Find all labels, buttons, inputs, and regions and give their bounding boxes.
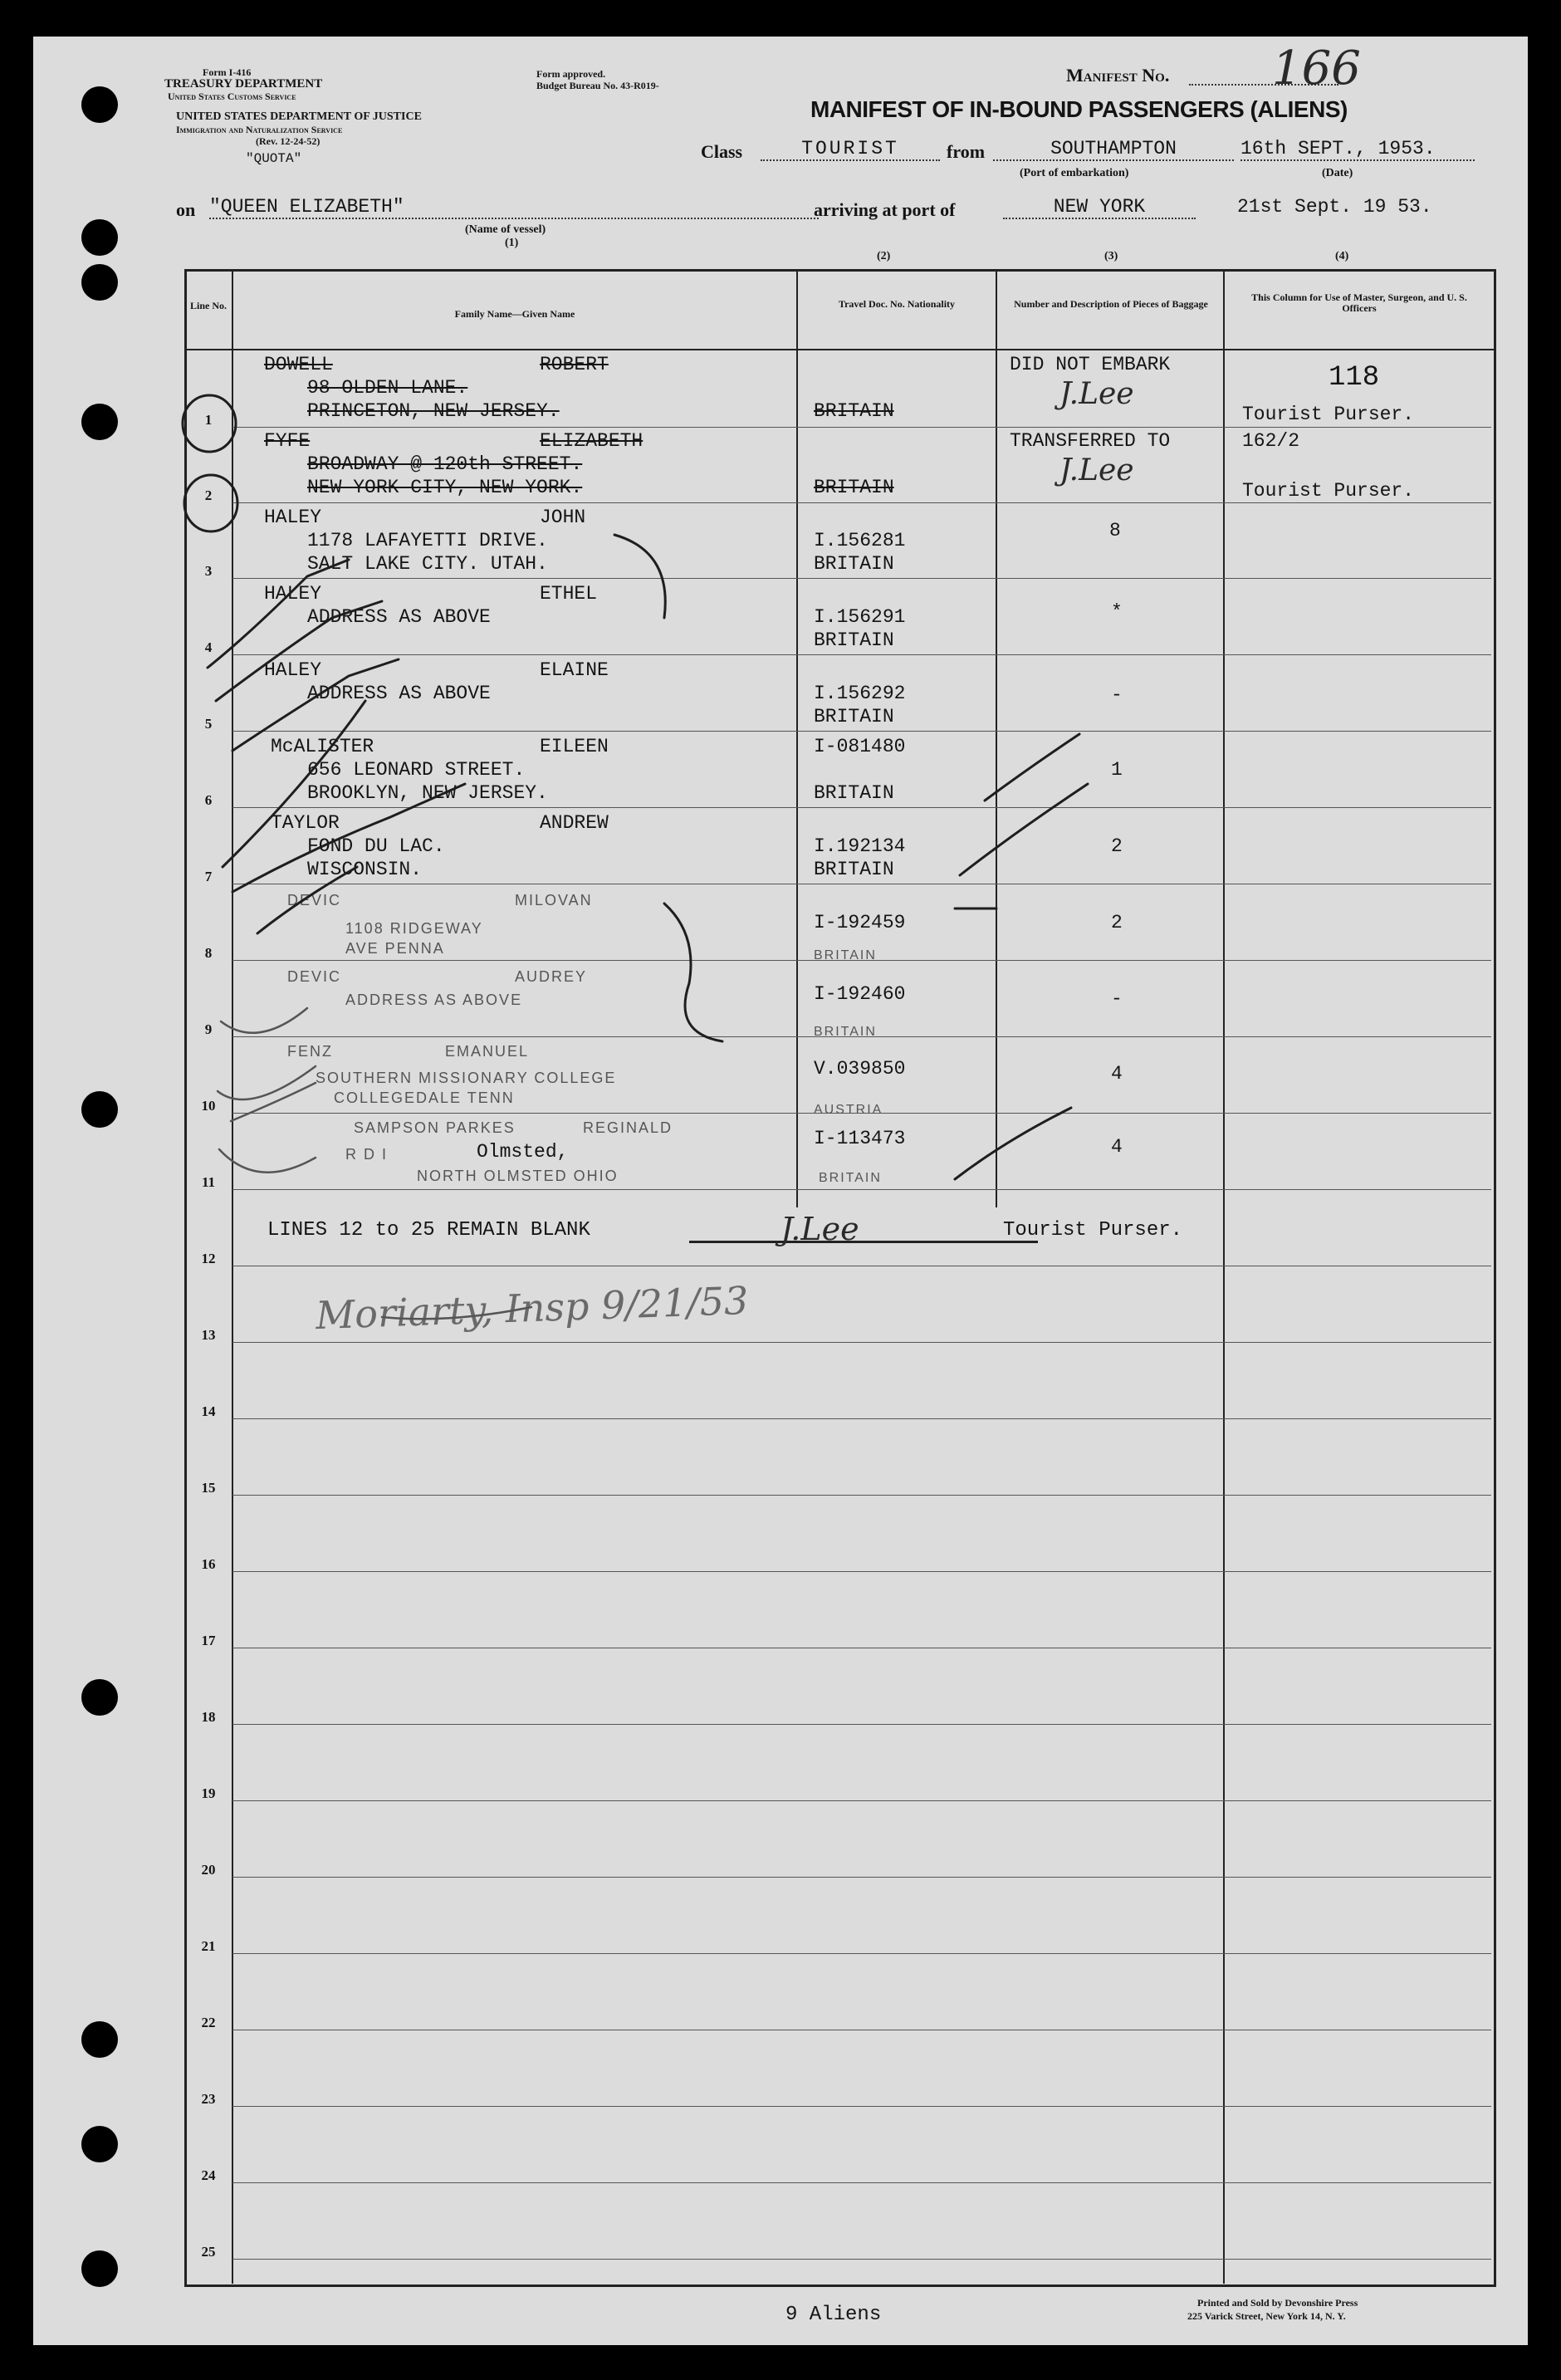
entry-4-address: ADDRESS AS ABOVE [307,606,491,628]
entry-7-doc: I.192134 [814,835,906,857]
line-number: 10 [201,1098,216,1114]
entry-11-baggage: 4 [1111,1136,1123,1158]
entry-8-baggage: 2 [1111,912,1123,933]
line-number: 4 [204,639,213,655]
check-mark [231,1083,316,1121]
col-1-label: (1) [505,237,519,249]
handwritten-marks [33,37,1528,2345]
entry-9-family: DEVIC [287,968,342,985]
entry-10-baggage: 4 [1111,1063,1123,1085]
line-number: 12 [201,1251,216,1266]
line-number: 2 [204,487,213,503]
entry-11-address: R D I [345,1146,389,1163]
entry-10-address: COLLEGEDALE TENN [334,1090,515,1106]
entry-3-baggage: 8 [1109,520,1121,541]
entry-5-address: ADDRESS AS ABOVE [307,683,491,704]
date-embarkation: 16th SEPT., 1953. [1240,138,1475,161]
entry-1-officer-note: Tourist Purser. [1242,404,1415,425]
from-label: from [947,141,986,162]
entry-6-nationality: BRITAIN [814,782,894,804]
entry-11-address: NORTH OLMSTED OHIO [417,1168,619,1184]
form-number: Form I-416 [203,66,252,78]
printer-line-2: 225 Varick Street, New York 14, N. Y. [1187,2310,1346,2322]
entry-11-family: SAMPSON PARKES [354,1119,516,1136]
line-number: 3 [204,563,213,579]
line-number: 7 [204,869,213,884]
check-mark [208,560,349,668]
entry-6-baggage: 1 [1111,759,1123,781]
check-mark [985,734,1079,801]
header-baggage: Number and Description of Pieces of Baggage [1014,298,1208,310]
entry-3-nationality: BRITAIN [814,553,894,575]
entry-11-nationality: BRITAIN [819,1171,882,1185]
entry-5-baggage: - [1111,684,1123,706]
header-line-no: Line No. [189,300,227,311]
vessel-name: "QUEEN ELIZABETH" [209,196,819,219]
port-embarkation: SOUTHAMPTON [993,138,1234,161]
entry-8-given: MILOVAN [515,892,593,908]
arrival-date: 21st Sept. 19 53. [1237,196,1432,218]
check-mark [232,784,465,892]
entry-8-doc: I-192459 [814,912,906,933]
punch-hole [81,264,118,301]
entry-2-nationality: BRITAIN [814,477,894,498]
entry-9-given: AUDREY [515,968,588,985]
check-mark [257,867,357,933]
check-mark [218,1066,316,1099]
entry-2-family: FYFE [264,430,311,452]
entry-1-officer-number: 118 [1329,362,1380,394]
col-3-label: (3) [1104,250,1118,262]
line-number: 11 [201,1174,216,1190]
entry-11-given: REGINALD [583,1119,673,1136]
entry-9-nationality: BRITAIN [814,1025,877,1039]
entry-10-doc: V.039850 [814,1058,906,1080]
header-name: Family Name—Given Name [454,308,575,320]
line-number: 18 [201,1709,216,1725]
col-2-label: (2) [877,250,891,262]
line-number: 21 [201,1938,216,1954]
entry-9-address: ADDRESS AS ABOVE [345,992,523,1008]
entry-4-family: HALEY [264,583,322,605]
circle-mark-line-1 [183,395,236,452]
punch-hole [81,1679,118,1716]
punch-hole [81,2250,118,2287]
entry-3-address: 1178 LAFAYETTI DRIVE. [307,530,548,551]
punch-hole [81,1091,118,1128]
printer-line-1: Printed and Sold by Devonshire Press [1197,2297,1358,2309]
entry-4-given: ETHEL [540,583,598,605]
entry-10-address: SOUTHERN MISSIONARY COLLEGE [316,1070,617,1086]
entry-3-address: SALT LAKE CITY. UTAH. [307,553,548,575]
form-approved: Form approved. [536,68,606,80]
entry-11-doc: I-113473 [814,1128,906,1149]
entry-1-baggage-note: DID NOT EMBARK [1010,354,1171,375]
entry-2-given: ELIZABETH [540,430,643,452]
entry-7-nationality: BRITAIN [814,859,894,880]
entry-10-family: FENZ [287,1043,333,1060]
entry-1-address: PRINCETON, NEW JERSEY. [307,400,560,422]
purser-title: Tourist Purser. [1003,1219,1183,1241]
entry-2-address: NEW YORK CITY, NEW YORK. [307,477,583,498]
line-number: 23 [201,2091,216,2107]
line-number: 5 [204,716,213,732]
entry-5-nationality: BRITAIN [814,706,894,727]
entry-5-given: ELAINE [540,659,609,681]
check-mark [216,601,382,701]
entry-3-doc: I.156281 [814,530,906,551]
line-number: 13 [201,1327,216,1343]
entry-10-given: EMANUEL [445,1043,530,1060]
inspector-signature: Moriarty, Insp 9/21/53 [315,1277,750,1339]
line-number: 20 [201,1862,216,1878]
entry-10-nationality: AUSTRIA [814,1103,883,1117]
bracket-mark [614,535,665,618]
vessel-caption: (Name of vessel) [465,223,546,236]
purser-signature: J.Lee [780,1211,859,1247]
date-caption: (Date) [1322,167,1353,179]
header-travel-doc: Travel Doc. No. Nationality [838,298,956,310]
entry-3-given: JOHN [540,507,586,528]
entry-2-address: BROADWAY @ 120th STREET. [307,453,583,475]
port-embark-caption: (Port of embarkation) [1020,167,1129,179]
col-4-label: (4) [1335,250,1349,262]
entry-9-baggage: - [1111,988,1123,1010]
line-number: 25 [201,2244,216,2260]
entry-2-officer-number: 162/2 [1242,430,1300,452]
check-mark [221,1008,307,1033]
entry-6-doc: I-081480 [814,736,906,757]
underline-mark [382,1307,531,1319]
circle-mark-line-2 [184,475,237,531]
line-number: 15 [201,1480,216,1496]
entry-4-baggage: * [1111,601,1123,623]
check-mark [960,784,1088,875]
line-number: 24 [201,2167,216,2183]
entry-6-address: 656 LEONARD STREET. [307,759,526,781]
entry-11-address-correction: Olmsted, [477,1141,569,1163]
entry-6-family: McALISTER [271,736,374,757]
entry-5-doc: I.156292 [814,683,906,704]
entry-7-family: TAYLOR [271,812,340,834]
entry-1-address: 98 OLDEN LANE. [307,377,468,399]
entry-2-officer-note: Tourist Purser. [1242,480,1415,502]
line-number: 22 [201,2015,216,2030]
class-value: TOURIST [761,138,940,161]
check-mark [223,701,365,867]
line-number: 1 [204,412,213,428]
entry-2-signature: J.Lee [1059,453,1134,487]
check-mark [955,1108,1071,1179]
customs-service: United States Customs Service [168,91,296,102]
punch-hole [81,86,118,123]
entry-7-baggage: 2 [1111,835,1123,857]
lines-blank-note: LINES 12 to 25 REMAIN BLANK [267,1219,590,1241]
line-number: 9 [204,1021,213,1037]
punch-hole [81,2021,118,2058]
manifest-title: MANIFEST OF IN-BOUND PASSENGERS (ALIENS) [810,96,1348,122]
line-number: 17 [201,1633,216,1648]
entry-6-given: EILEEN [540,736,609,757]
rev-date: (Rev. 12-24-52) [256,135,321,147]
entry-8-nationality: BRITAIN [814,948,877,962]
line-number: 19 [201,1785,216,1801]
entry-8-family: DEVIC [287,892,342,908]
budget-bureau: Budget Bureau No. 43-R019- [536,80,659,91]
ins-service: Immigration and Naturalization Service [176,124,343,135]
manifest-no-label: Manifest No. [1066,65,1170,86]
check-mark [232,659,399,751]
treasury-dept: TREASURY DEPARTMENT [164,77,323,91]
line-number: 8 [204,945,213,961]
entry-4-doc: I.156291 [814,606,906,628]
entry-7-address: WISCONSIN. [307,859,423,880]
entry-3-family: HALEY [264,507,322,528]
entry-7-address: FOND DU LAC. [307,835,445,857]
entry-8-address: AVE PENNA [345,940,445,957]
entry-1-family: DOWELL [264,354,333,375]
check-mark [219,1149,316,1173]
aliens-count: 9 Aliens [785,2304,882,2326]
header-officers: This Column for Use of Master, Surgeon, and U. S. Officers [1251,291,1467,314]
dept-justice: UNITED STATES DEPARTMENT OF JUSTICE [176,110,422,123]
punch-hole [81,2126,118,2162]
entry-1-given: ROBERT [540,354,609,375]
on-label: on [176,199,196,220]
line-number: 16 [201,1556,216,1572]
class-label: Class [701,141,743,162]
entry-2-baggage-note: TRANSFERRED TO [1010,430,1171,452]
punch-hole [81,404,118,440]
entry-7-given: ANDREW [540,812,609,834]
entry-5-family: HALEY [264,659,322,681]
quota-label: "QUOTA" [246,151,302,166]
manifest-page [33,37,1528,2345]
entry-4-nationality: BRITAIN [814,629,894,651]
entry-1-signature: J.Lee [1059,377,1134,411]
entry-8-address: 1108 RIDGEWAY [345,920,483,937]
entry-1-nationality: BRITAIN [814,400,894,422]
line-number: 6 [204,792,213,808]
arriving-label: arriving at port of [814,199,956,220]
bracket-mark [664,904,722,1041]
entry-9-doc: I-192460 [814,983,906,1005]
manifest-number: 166 [1272,42,1361,95]
arrival-port: NEW YORK [1003,196,1196,219]
punch-hole [81,219,118,256]
entry-6-address: BROOKLYN, NEW JERSEY. [307,782,548,804]
line-number: 14 [201,1403,216,1419]
